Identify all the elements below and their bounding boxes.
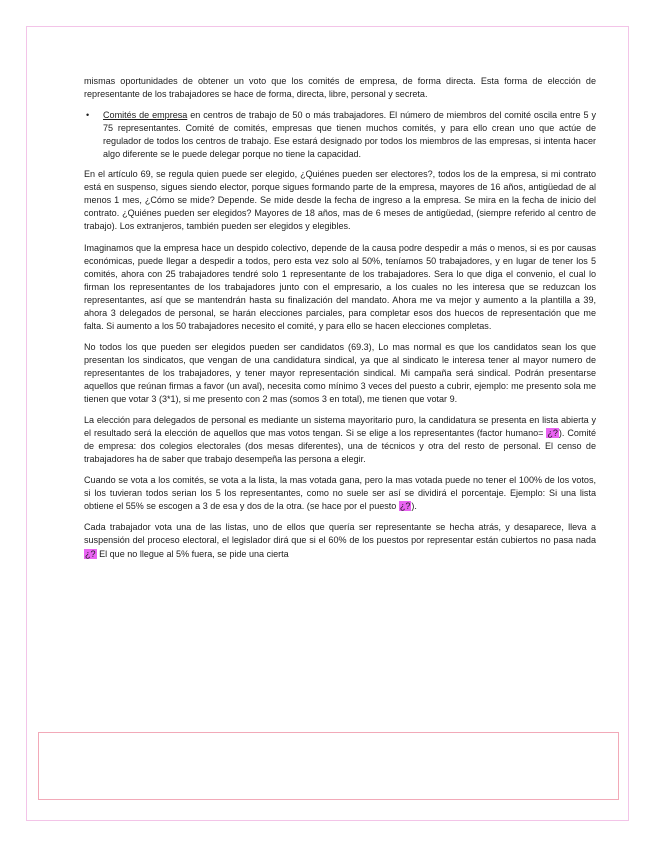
continuation-paragraph: mismas oportunidades de obtener un voto que los comités de empresa, de forma directa. Esta forma de elección de representante de los trabajadores se hace de forma, directa, libre, personal y secreta.	[84, 76, 596, 100]
paragraph-text: ).	[411, 501, 417, 512]
comment-marker[interactable]: ¿?	[399, 501, 411, 512]
paragraph-delegate-election	[84, 414, 596, 466]
paragraph-committee-vote	[84, 474, 596, 513]
footer-area[interactable]	[38, 732, 619, 800]
paragraph-candidates: No todos los que pueden ser elegidos pueden ser candidatos (69.3), Lo mas normal es que los candidatos sean los que presentan los sindicatos, que vengan de una candidatura sindical, ya que al sindicato le interesa tener al mayor numero de representantes de los trabajadores, y tener mayor representación sindical. Mi campaña será sindical. Podrán presentarse aquellos que reúnan firmas a favor (un aval), necesita como mínimo 3 veces del puesto a cubrir, ejemplo: me presento sola me tienen que votar 3 (3*1), si me presento con 2 mas (somos 3 en total), me tienen que votar 9.	[84, 341, 596, 405]
bullet-text: en centros de trabajo de 50 o más trabajadores. El número de miembros del comité oscila entre 5 y 75 representantes. Comité de comités, empresas que tienen muchos comités, y para ello crean uno que actúe de regulador de todos los centros de trabajo. Ese estará designado por todos los miembros de las empresas, si intenta hacer algo diferente se le puede delegar porque no tiene la capacidad.	[103, 110, 596, 160]
paragraph-text: La elección para delegados de personal es mediante un sistema mayoritario puro, la candidatura se presenta en lista abierta y el resultado será la elección de aquellos que mas votos tengan. Si se elige a los representantes (factor humano=	[84, 415, 596, 439]
bullet-term: Comités de empresa	[103, 110, 188, 121]
paragraph-text: Cuando se vota a los comités, se vota a la lista, la mas votada gana, pero la mas votada puede no tener el 100% de los votos, si los tuvieran todos serian los 5 los representantes, como no suele ser así se dividirá el porcentaje. Ejemplo: Si una lista obtiene el 55% se escogen a 3 de esa y dos de la otra. (se hace por el puesto	[84, 475, 596, 512]
list-item	[86, 109, 596, 161]
paragraph-text: ). Comité de empresa: dos colegios electorales (dos mesas diferentes), una de técnicos y otra del resto de personal. El censo de trabajadores ha de saber que trabajo desempeña las persona a elegir.	[84, 428, 596, 465]
bullet-icon: •	[86, 110, 90, 121]
paragraph-collective-dismissal: Imaginamos que la empresa hace un despido colectivo, depende de la causa podre despedir a más o menos, si es por causas económicas, puede llegar a despedir a todos, pero esta vez solo al 50%, teníamos 50 trabajadores, y en lugar de tener los 5 comités, ahora con 25 trabajadores tendré solo 1 representante de los trabajadores. Sera lo que diga el convenio, el cual lo firman los representantes de los trabajadores junto con el empresario, a los cuales no les interesa que se reduzcan los representantes, así que se mantendrán hasta su finalización del mandato. Ahora me va mejor y aumento a la plantilla a 39, ahora 3 delegados de personal, se harán elecciones parciales, para completar esos dos huecos de representación que me falta. Si aumento a los 50 trabajadores necesito el comité, y para ello se hacen elecciones completas.	[84, 242, 596, 331]
comment-marker[interactable]: ¿?	[547, 428, 558, 439]
comment-marker[interactable]: ¿?	[85, 548, 96, 559]
paragraph-text: El que no llegue al 5% fuera, se pide una cierta	[96, 548, 289, 559]
paragraph-electors: En el artículo 69, se regula quien puede ser elegido, ¿Quiénes pueden ser electores?, todos los de la empresa, si mi contrato está en suspenso, sigues siendo elector, porque sigues formando parte de la empresa, mayores de 16 años, antigüedad de al menos 1 mes, ¿Cómo se mide? Depende. Se mide desde la fecha de ingreso a la empresa. Se mira en la fecha de inicio del contrato. ¿Quiénes pueden ser elegidos? Mayores de 18 años, mas de 6 meses de antigüedad, (siempre referido al centro de trabajo). Los extranjeros, también pueden ser elegidos y elegibles.	[84, 169, 596, 232]
document-body	[84, 75, 596, 569]
paragraph-text: Cada trabajador vota una de las listas, uno de ellos que quería ser representante se hecha atrás, y desaparece, lleva a suspensión del proceso electoral, el legislador dirá que si el 60% de los puestos por representar están cubiertos no pasa nada	[84, 522, 596, 546]
paragraph-list-withdrawal	[84, 521, 596, 560]
